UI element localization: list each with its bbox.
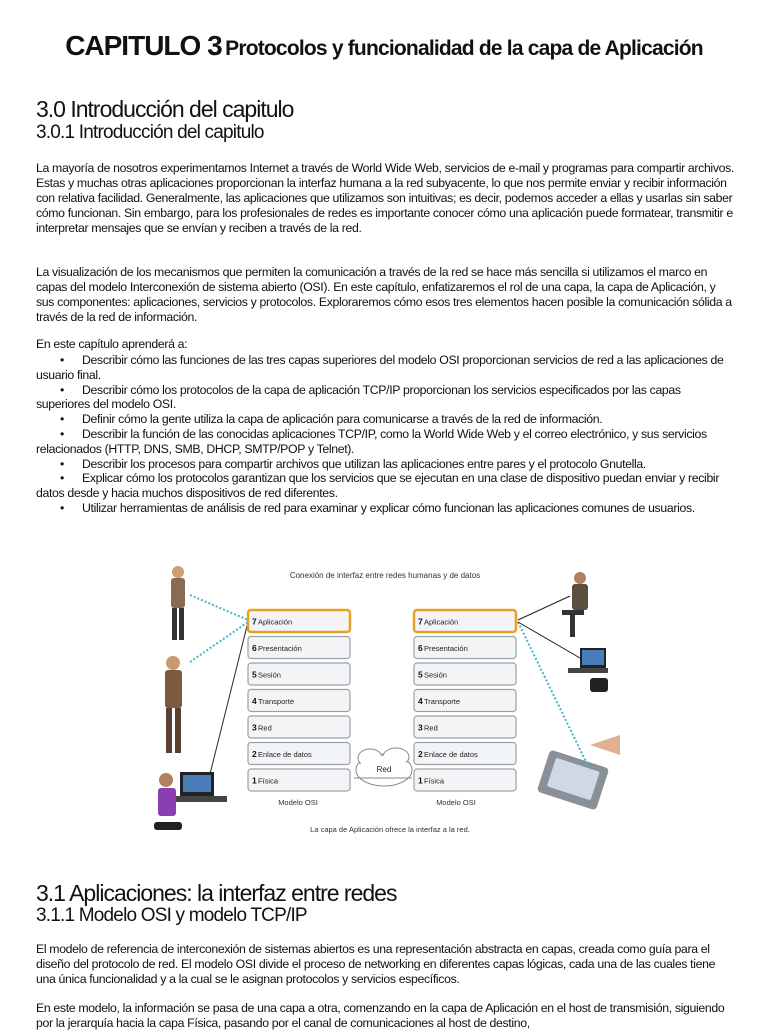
- objective-text: Explicar cómo los protocolos garantizan que los servicios que se ejecutan en una clase de dispositivo puedan enviar y recibir datos desde y hacia muchos dispositivos de red diferentes.: [36, 471, 720, 501]
- layer-name: Enlace de datos: [424, 750, 478, 759]
- objectives-list: [36, 353, 736, 516]
- paragraph-osi-2: En este modelo, la información se pasa de una capa a otra, comenzando en la capa de Aplicación en el host de transmisión, siguiendo por la jerarquía hacia la capa Física, pasando por el canal de comunicaciones al host de destino,: [36, 1001, 725, 1030]
- layer-name: Aplicación: [258, 617, 293, 627]
- bullet: •: [60, 500, 64, 515]
- layer-name: Red: [424, 723, 438, 733]
- layer-name: Sesión: [424, 670, 447, 680]
- layer-name: Enlace de datos: [258, 750, 312, 759]
- list-intro: En este capítulo aprenderá a:: [36, 337, 188, 351]
- layer-name: Presentación: [258, 644, 302, 653]
- bullet: •: [60, 426, 64, 441]
- layer-name: Transporte: [258, 697, 294, 706]
- man-phone-icon: [165, 656, 182, 753]
- objective-item: [36, 457, 736, 472]
- objective-text: Definir cómo la gente utiliza la capa de aplicación para comunicarse a través de la red de información.: [82, 412, 603, 427]
- layer-number: 2: [252, 749, 257, 759]
- layer-name: Presentación: [424, 644, 468, 653]
- layer-number: 7: [252, 616, 257, 627]
- bullet: •: [60, 412, 64, 427]
- objective-item: [36, 427, 736, 457]
- layer-number: 5: [252, 669, 257, 680]
- layer-number: 3: [418, 722, 423, 733]
- layer-number: 3: [252, 722, 257, 733]
- section-heading-3-0: 3.0 Introducción del capitulo: [36, 96, 294, 122]
- woman-phone-icon: [171, 566, 185, 640]
- diagram-title: Conexión de interfaz entre redes humanas y de datos: [289, 571, 481, 580]
- objective-text: Describir cómo los protocolos de la capa de aplicación TCP/IP proporcionan los servicios especificados por las capas superiores del modelo OSI.: [36, 382, 681, 412]
- objective-item: [36, 412, 736, 427]
- paragraph-osi-1: El modelo de referencia de interconexión de sistemas abiertos es una representación abstracta en capas, creada como guía para el diseño del protocolo de red. El modelo OSI divide el proceso de networking en diferentes capas lógicas, cada una de las cuales tiene una única funcionalidad y a la cual se le asignan protocolos y servicios específicos.: [36, 942, 716, 986]
- bullet: •: [60, 471, 64, 486]
- layer-number: 4: [418, 696, 423, 706]
- objective-text: Describir cómo las funciones de las tres capas superiores del modelo OSI proporcionan servicios de red a las aplicaciones de usuario final.: [36, 353, 724, 382]
- paragraph-intro-2: La visualización de los mecanismos que permiten la comunicación a través de la red se hace más sencilla si utilizamos el marco en capas del modelo Interconexión de sistema abierto (OSI). En este capítulo, enfatizaremos el rol de una capa, la capa de Aplicación, y sus componentes: aplicaciones, servicios y protocolos. Exploraremos cómo esos tres elementos hacen posible la comunicación sólida a través de la red de información.: [36, 265, 732, 324]
- objective-text: Describir la función de las conocidas aplicaciones TCP/IP, como la World Wide Web y el correo electrónico, y sus servicios relacionados (HTTP, DNS, SMB, DHCP, SMTP/POP y Telnet).: [36, 426, 707, 456]
- layer-number: 1: [252, 775, 257, 786]
- subsection-heading-3-1-1: 3.1.1 Modelo OSI y modelo TCP/IP: [36, 905, 307, 926]
- layer-name: Red: [258, 723, 272, 733]
- objective-item: [36, 501, 736, 516]
- layer-number: 6: [418, 643, 423, 653]
- layer-name: Sesión: [258, 670, 281, 680]
- osi-interface-diagram: [150, 560, 620, 845]
- layer-number: 6: [252, 643, 257, 653]
- layer-number: 4: [252, 696, 257, 706]
- objective-item: [36, 353, 736, 383]
- chapter-title: [0, 30, 768, 62]
- woman-laptop-icon: [562, 572, 588, 637]
- chapter-number: CAPITULO 3: [65, 30, 222, 61]
- paragraph-intro-1: La mayoría de nosotros experimentamos Internet a través de World Wide Web, servicios de e-mail y programas para compartir archivos. Estas y muchas otras aplicaciones proporcionan la interfaz humana a la red subyacente, lo que nos permite enviar y recibir información con relativa facilidad. Generalmente, las aplicaciones que utilizamos son intuitivas; es decir, podemos acceder a ellas y usarlas sin saber cómo funcionan. Sin embargo, para los profesionales de redes es importante conocer cómo una aplicación puede formatear, transmitir e interpretar mensajes que se envían y reciben a través de la red.: [36, 161, 734, 235]
- layer-name: Aplicación: [424, 617, 459, 627]
- bullet: •: [60, 353, 64, 367]
- layer-name: Transporte: [424, 697, 460, 706]
- layer-number: 1: [418, 775, 423, 786]
- person-computer-icon: [154, 772, 227, 830]
- objective-item: [36, 383, 736, 413]
- chapter-name: Protocolos y funcionalidad de la capa de Aplicación: [225, 37, 703, 60]
- bullet: •: [60, 382, 64, 397]
- subsection-heading-3-0-1: 3.0.1 Introducción del capitulo: [36, 122, 264, 143]
- section-heading-3-1: 3.1 Aplicaciones: la interfaz entre redes: [36, 880, 397, 906]
- layer-number: 7: [418, 616, 423, 627]
- model-label-right: Modelo OSI: [436, 798, 476, 807]
- cloud-label: Red: [376, 765, 392, 774]
- osi-stack-left: [248, 610, 350, 791]
- tablet-pen-icon: [537, 735, 620, 811]
- layer-name: Física: [424, 776, 445, 786]
- osi-stack-right: [414, 610, 516, 791]
- layer-number: 2: [418, 749, 423, 759]
- layer-name: Física: [258, 776, 279, 786]
- layer-number: 5: [418, 669, 423, 680]
- objective-item: [36, 471, 736, 501]
- bullet: •: [60, 456, 64, 471]
- objective-text: Describir los procesos para compartir archivos que utilizan las aplicaciones entre pares y el protocolo Gnutella.: [82, 456, 646, 471]
- diagram-caption: La capa de Aplicación ofrece la interfaz a la red.: [310, 825, 470, 834]
- objective-text: Utilizar herramientas de análisis de red para examinar y explicar cómo funcionan las aplicaciones comunes de usuarios.: [82, 500, 695, 515]
- model-label-left: Modelo OSI: [278, 798, 318, 807]
